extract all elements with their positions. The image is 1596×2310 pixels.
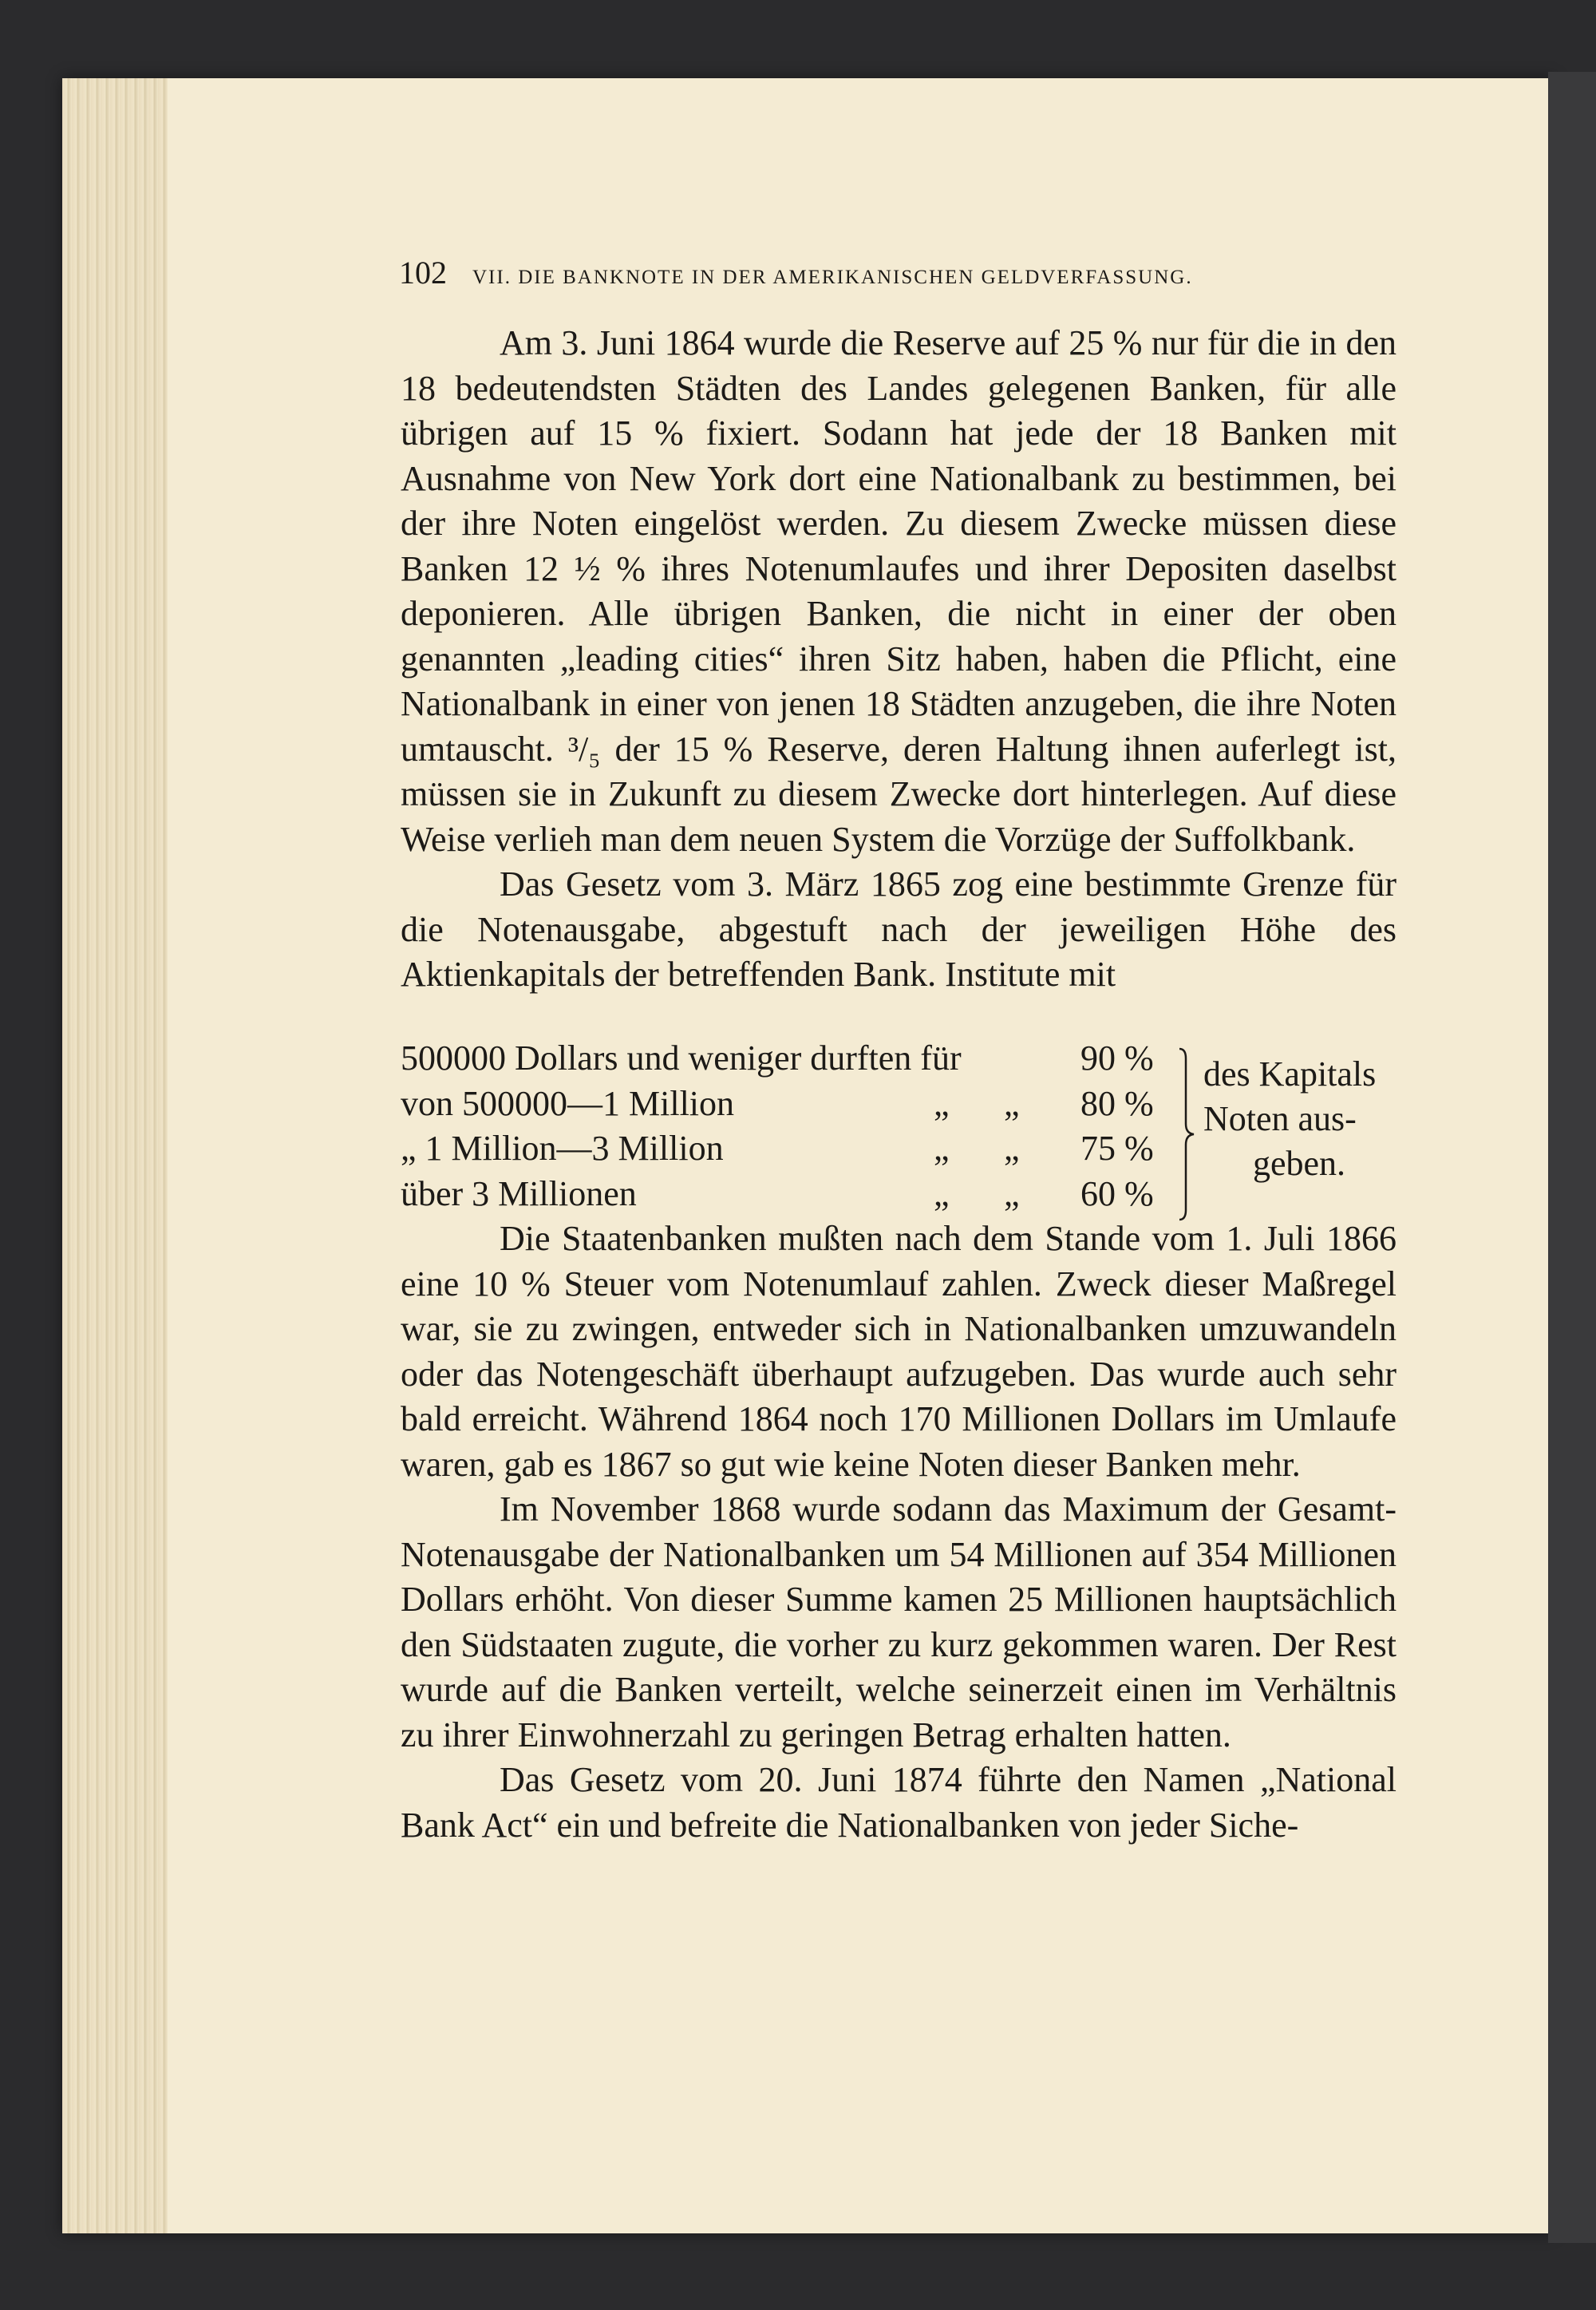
row-percent: 80 % <box>1080 1083 1154 1123</box>
ditto-mark: „ <box>1004 1129 1020 1168</box>
page-edges <box>62 78 174 2233</box>
curly-brace-icon <box>1178 1047 1195 1221</box>
row-label: von 500000—1 Million <box>401 1083 735 1123</box>
row-label: 500000 Dollars und weniger durften für <box>401 1038 962 1078</box>
paragraph-3: Die Staatenbanken mußten nach dem Stande vom 1. Juli 1866 eine 10 % Steuer vom Notenumlauf zahlen. Zweck dieser Maßregel war, sie zu zwingen, entweder sich in Nationalbanken umzuwandeln oder das Notengeschäft überhaupt aufzugeben. Das wurde auch sehr bald erreicht. Während 1864 noch 170 Millionen Dollars im Umlaufe waren, gab es 1867 so gut wie keine Noten dieser Banken mehr. <box>401 1219 1396 1484</box>
side-note-line: geben. <box>1252 1144 1346 1183</box>
table-side-note <box>1203 1052 1395 1186</box>
row-label: „ 1 Million—3 Million <box>401 1129 724 1168</box>
running-header <box>399 254 1396 291</box>
body-text-top <box>401 321 1396 998</box>
paragraph-1: Am 3. Juni 1864 wurde die Reserve auf 25 % nur für die in den 18 bedeutendsten Städten des Landes gelegenen Banken, für alle übrigen auf 15 % fixiert. Sodann hat jede der 18 Banken mit Ausnahme von New York dort eine Nationalbank zu bestimmen, bei der ihre Noten eingelöst werden. Zu diesem Zwecke müssen diese Banken 12 ½ % ihres Notenumlaufes und ihrer Depositen daselbst deponieren. Alle übrigen Banken, die nicht in einer der oben genannten „leading cities“ ihren Sitz haben, haben die Pflicht, eine Nationalbank in einer von jenen 18 Städten anzugeben, die ihre Noten umtauscht. ³/₅ der 15 % Reserve, deren Haltung ihnen auferlegt ist, müssen sie in Zukunft zu diesem Zwecke dort hinterlegen. Auf diese Weise verlieh man dem neuen System die Vorzüge der Suffolkbank. <box>401 323 1396 859</box>
running-title: VII. DIE BANKNOTE IN DER AMERIKANISCHEN GELDVERFASSUNG. <box>472 267 1193 288</box>
side-note-line: Noten aus- <box>1203 1099 1357 1138</box>
ditto-mark: „ <box>1004 1083 1020 1123</box>
body-text-bottom <box>401 1216 1396 1848</box>
paragraph-2: Das Gesetz vom 3. März 1865 zog eine bestimmte Grenze für die Notenausgabe, abgestuft nach der jeweiligen Höhe des Aktienkapitals der betreffenden Bank. Institute mit <box>401 864 1396 994</box>
row-percent: 60 % <box>1080 1173 1154 1213</box>
paragraph-5: Das Gesetz vom 20. Juni 1874 führte den Namen „National Bank Act“ ein und befreite die Nationalbanken von jeder Siche- <box>401 1760 1396 1845</box>
ditto-mark: „ <box>934 1083 950 1123</box>
ditto-mark: „ <box>1004 1173 1020 1213</box>
side-note-line: des Kapitals <box>1203 1054 1377 1094</box>
row-percent: 90 % <box>1080 1038 1154 1078</box>
ditto-mark: „ <box>934 1173 950 1213</box>
paragraph-4: Im November 1868 wurde sodann das Maximum der Gesamt-Notenausgabe der Nationalbanken um 54 Millionen auf 354 Millionen Dollars erhöht. Von dieser Summe kamen 25 Millionen hauptsächlich den Südstaaten zugute, die vorher zu kurz gekommen waren. Der Rest wurde auf die Banken verteilt, welche seinerzeit einen im Verhältnis zu ihrer Einwohnerzahl zu geringen Betrag erhalten hatten. <box>401 1489 1396 1754</box>
page-number: 102 <box>399 255 447 291</box>
binding-edge <box>1548 72 1596 2243</box>
row-percent: 75 % <box>1080 1129 1154 1168</box>
ditto-mark: „ <box>934 1129 950 1168</box>
row-label: über 3 Millionen <box>401 1173 637 1213</box>
